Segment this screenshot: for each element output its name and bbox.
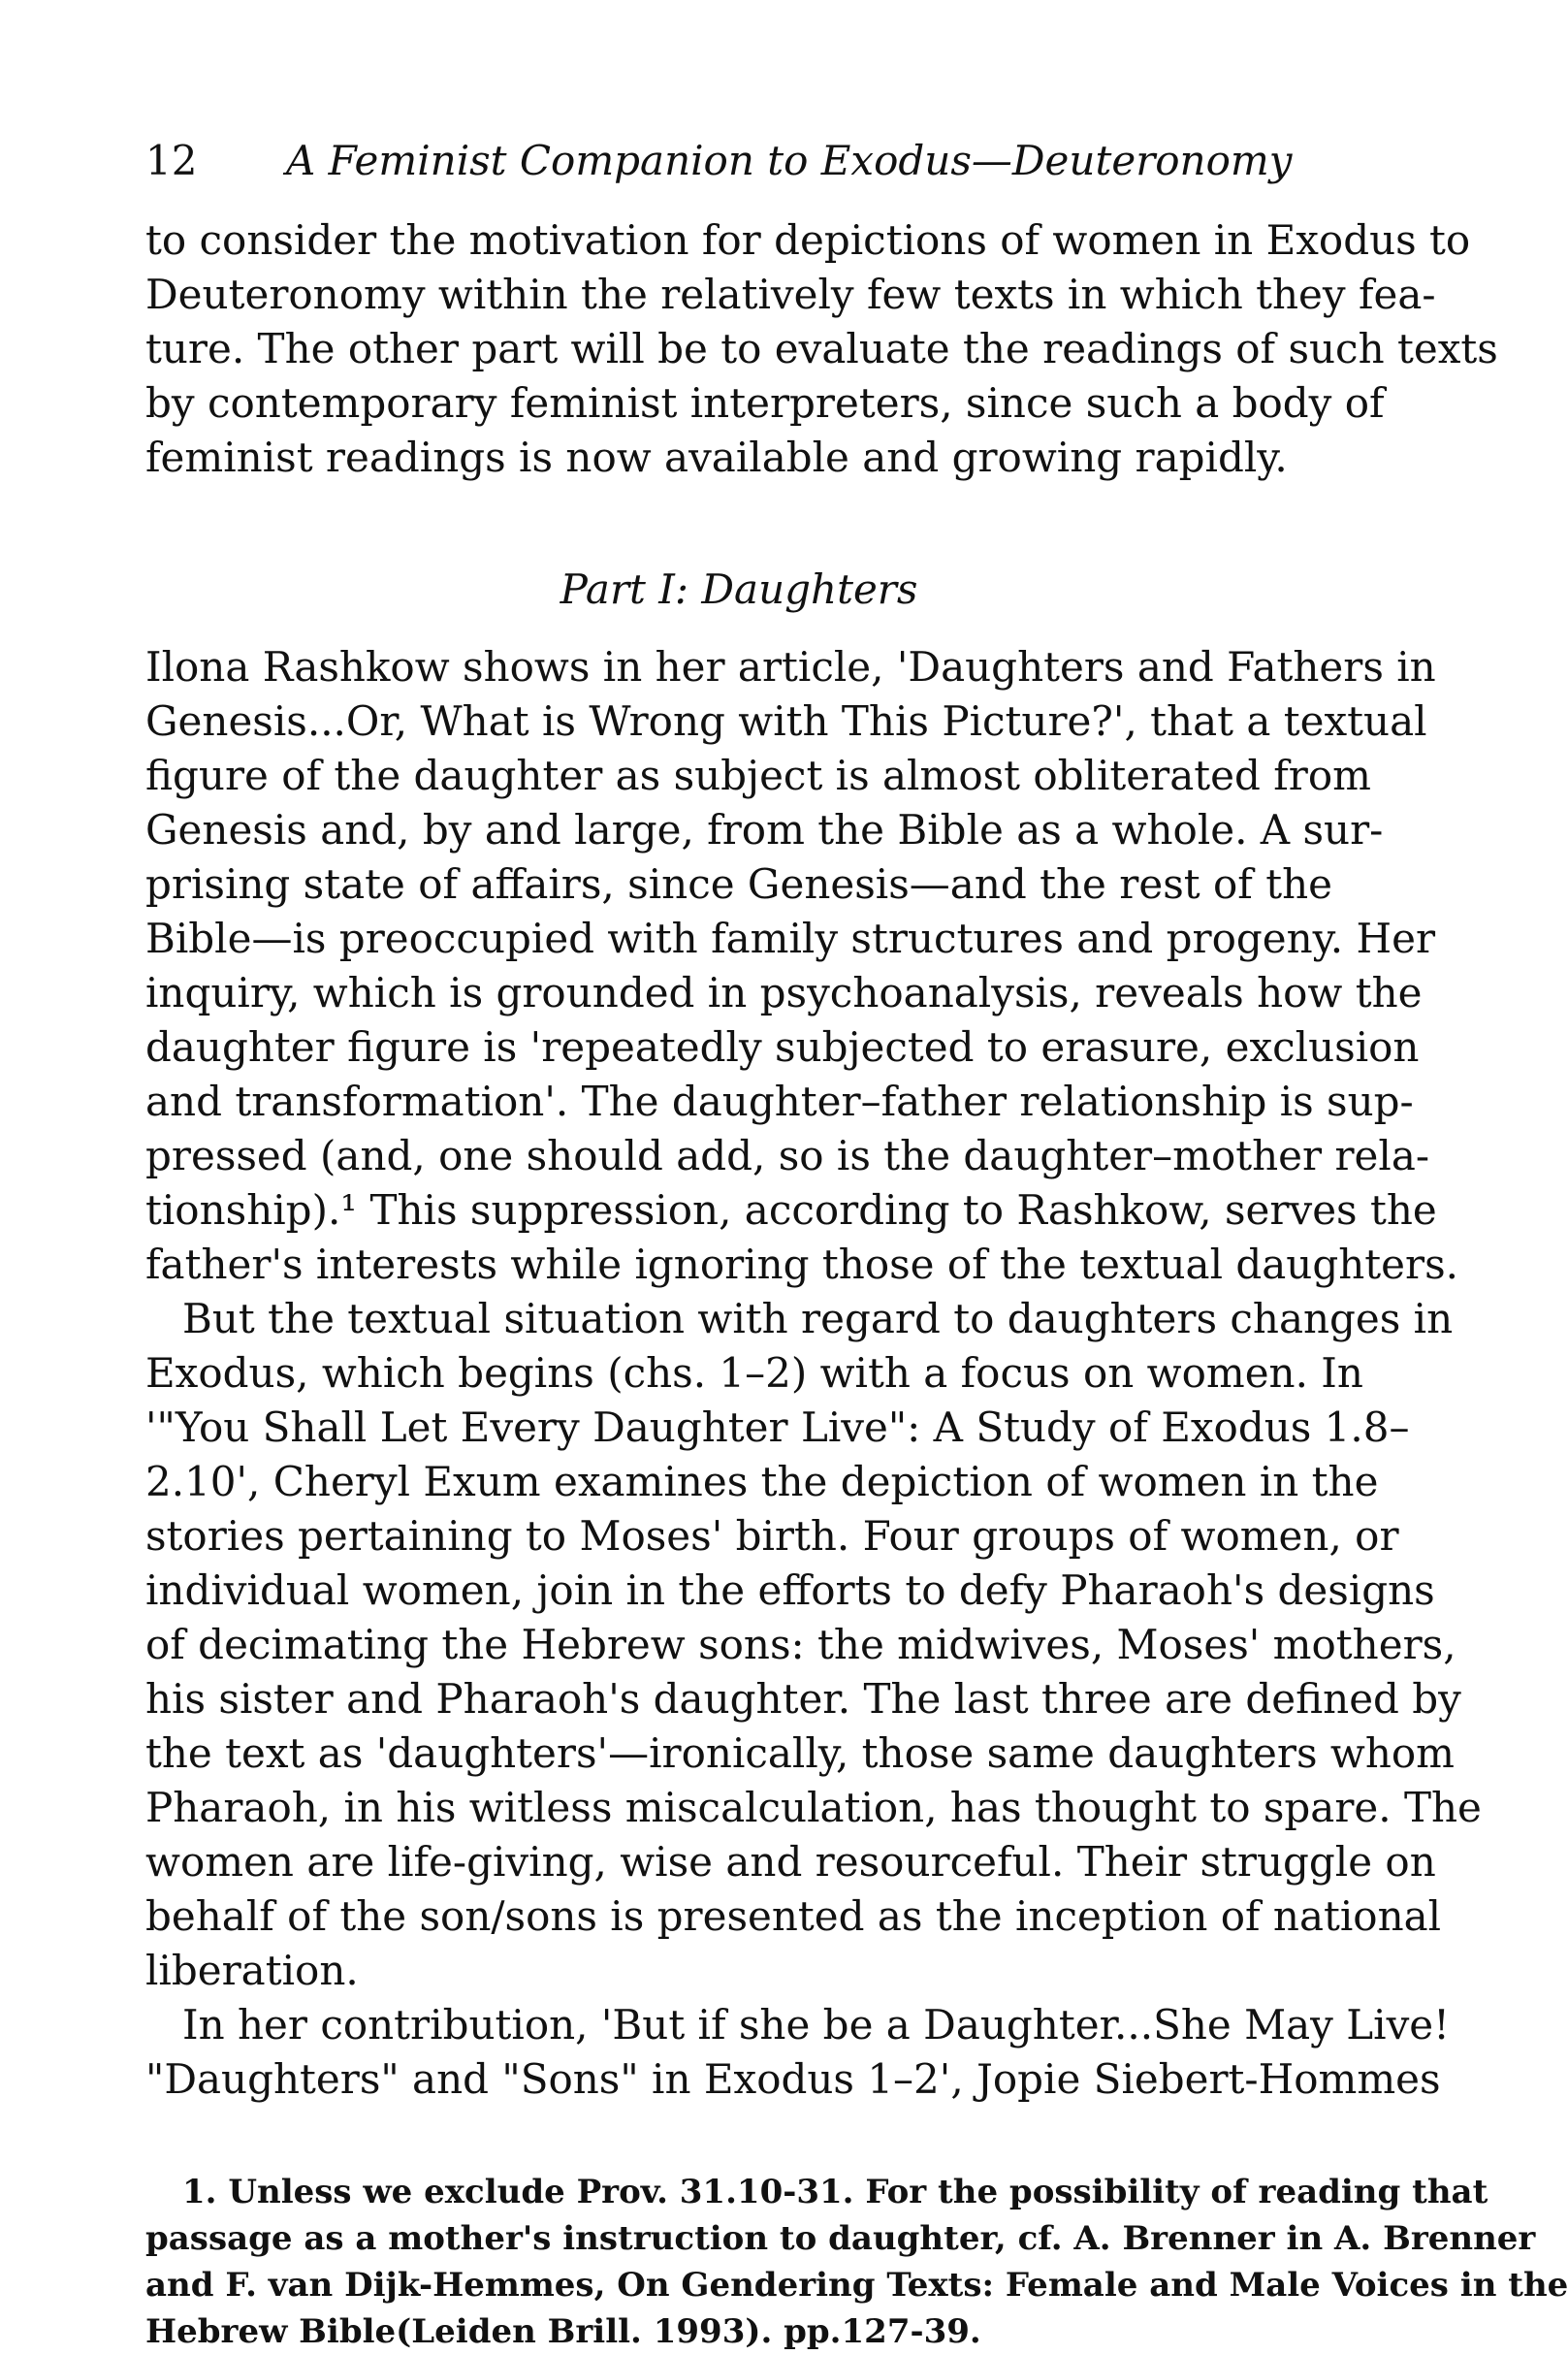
- text-line: figure of the daughter as subject is almost obliterated from: [145, 752, 1371, 799]
- text-line: individual women, join in the efforts to defy Pharaoh's designs: [145, 1566, 1435, 1614]
- text-line: inquiry, which is grounded in psychoanalysis, reveals how the: [145, 969, 1423, 1016]
- text-line: Exodus, which begins (chs. 1–2) with a focus on women. In: [145, 1349, 1363, 1397]
- body-text: [145, 213, 1568, 2355]
- running-header: [145, 134, 1332, 188]
- text-line: daughter figure is 'repeatedly subjected to erasure, exclusion: [145, 1023, 1420, 1071]
- text-line: behalf of the son/sons is presented as the inception of national: [145, 1892, 1442, 1940]
- text-line: stories pertaining to Moses' birth. Four groups of women, or: [145, 1512, 1399, 1560]
- text-line: of decimating the Hebrew sons: the midwives, Moses' mothers,: [145, 1621, 1456, 1668]
- text-line: Genesis...Or, What is Wrong with This Picture?', that a textual: [145, 697, 1427, 745]
- text-line: Pharaoh, in his witless miscalculation, has thought to spare. The: [145, 1784, 1482, 1831]
- footnote-line: passage as a mother's instruction to daughter, cf. A. Brenner in A. Brenner: [145, 2219, 1536, 2258]
- text-line: his sister and Pharaoh's daughter. The last three are defined by: [145, 1675, 1461, 1723]
- text-line: But the textual situation with regard to daughters changes in: [182, 1295, 1454, 1342]
- footnote-line: and F. van Dijk-Hemmes, On Gendering Texts: Female and Male Voices in the: [145, 2266, 1568, 2305]
- section-heading: Part I: Daughters: [560, 565, 918, 613]
- text-line: Bible—is preoccupied with family structures and progeny. Her: [145, 915, 1436, 962]
- text-line: Genesis and, by and large, from the Bible as a whole. A sur-: [145, 806, 1384, 854]
- text-line: and transformation'. The daughter–father relationship is sup-: [145, 1078, 1414, 1125]
- text-line: feminist readings is now available and growing rapidly.: [145, 434, 1288, 481]
- text-line: tionship).¹ This suppression, according to Rashkow, serves the: [145, 1186, 1437, 1234]
- text-line: women are life-giving, wise and resourceful. Their struggle on: [145, 1838, 1436, 1886]
- text-line: 2.10', Cheryl Exum examines the depiction of women in the: [145, 1458, 1379, 1505]
- text-line: In her contribution, 'But if she be a Daughter...She May Live!: [182, 2001, 1451, 2049]
- text-line: '"You Shall Let Every Daughter Live": A Study of Exodus 1.8–: [145, 1403, 1410, 1451]
- text-line: the text as 'daughters'—ironically, those same daughters whom: [145, 1729, 1455, 1777]
- text-line: to consider the motivation for depictions of women in Exodus to: [145, 216, 1471, 264]
- text-line: "Daughters" and "Sons" in Exodus 1–2', Jopie Siebert-Hommes: [145, 2055, 1441, 2103]
- text-line: Ilona Rashkow shows in her article, 'Daughters and Fathers in: [145, 643, 1436, 691]
- footnote-line: 1. Unless we exclude Prov. 31.10-31. For the possibility of reading that: [182, 2173, 1488, 2211]
- footnote-line: Hebrew Bible(Leiden Brill. 1993). pp.127-39.: [145, 2312, 981, 2351]
- running-title: A Feminist Companion to Exodus—Deuteronomy: [286, 137, 1293, 184]
- text-line: by contemporary feminist interpreters, since such a body of: [145, 379, 1385, 427]
- page-number: 12: [145, 137, 198, 184]
- text-line: pressed (and, one should add, so is the daughter–mother rela-: [145, 1132, 1430, 1179]
- text-line: prising state of affairs, since Genesis—and the rest of the: [145, 860, 1332, 908]
- text-line: liberation.: [145, 1947, 359, 1994]
- text-line: father's interests while ignoring those of the textual daughters.: [145, 1241, 1458, 1288]
- text-line: ture. The other part will be to evaluate the readings of such texts: [145, 325, 1498, 372]
- text-line: Deuteronomy within the relatively few texts in which they fea-: [145, 271, 1436, 318]
